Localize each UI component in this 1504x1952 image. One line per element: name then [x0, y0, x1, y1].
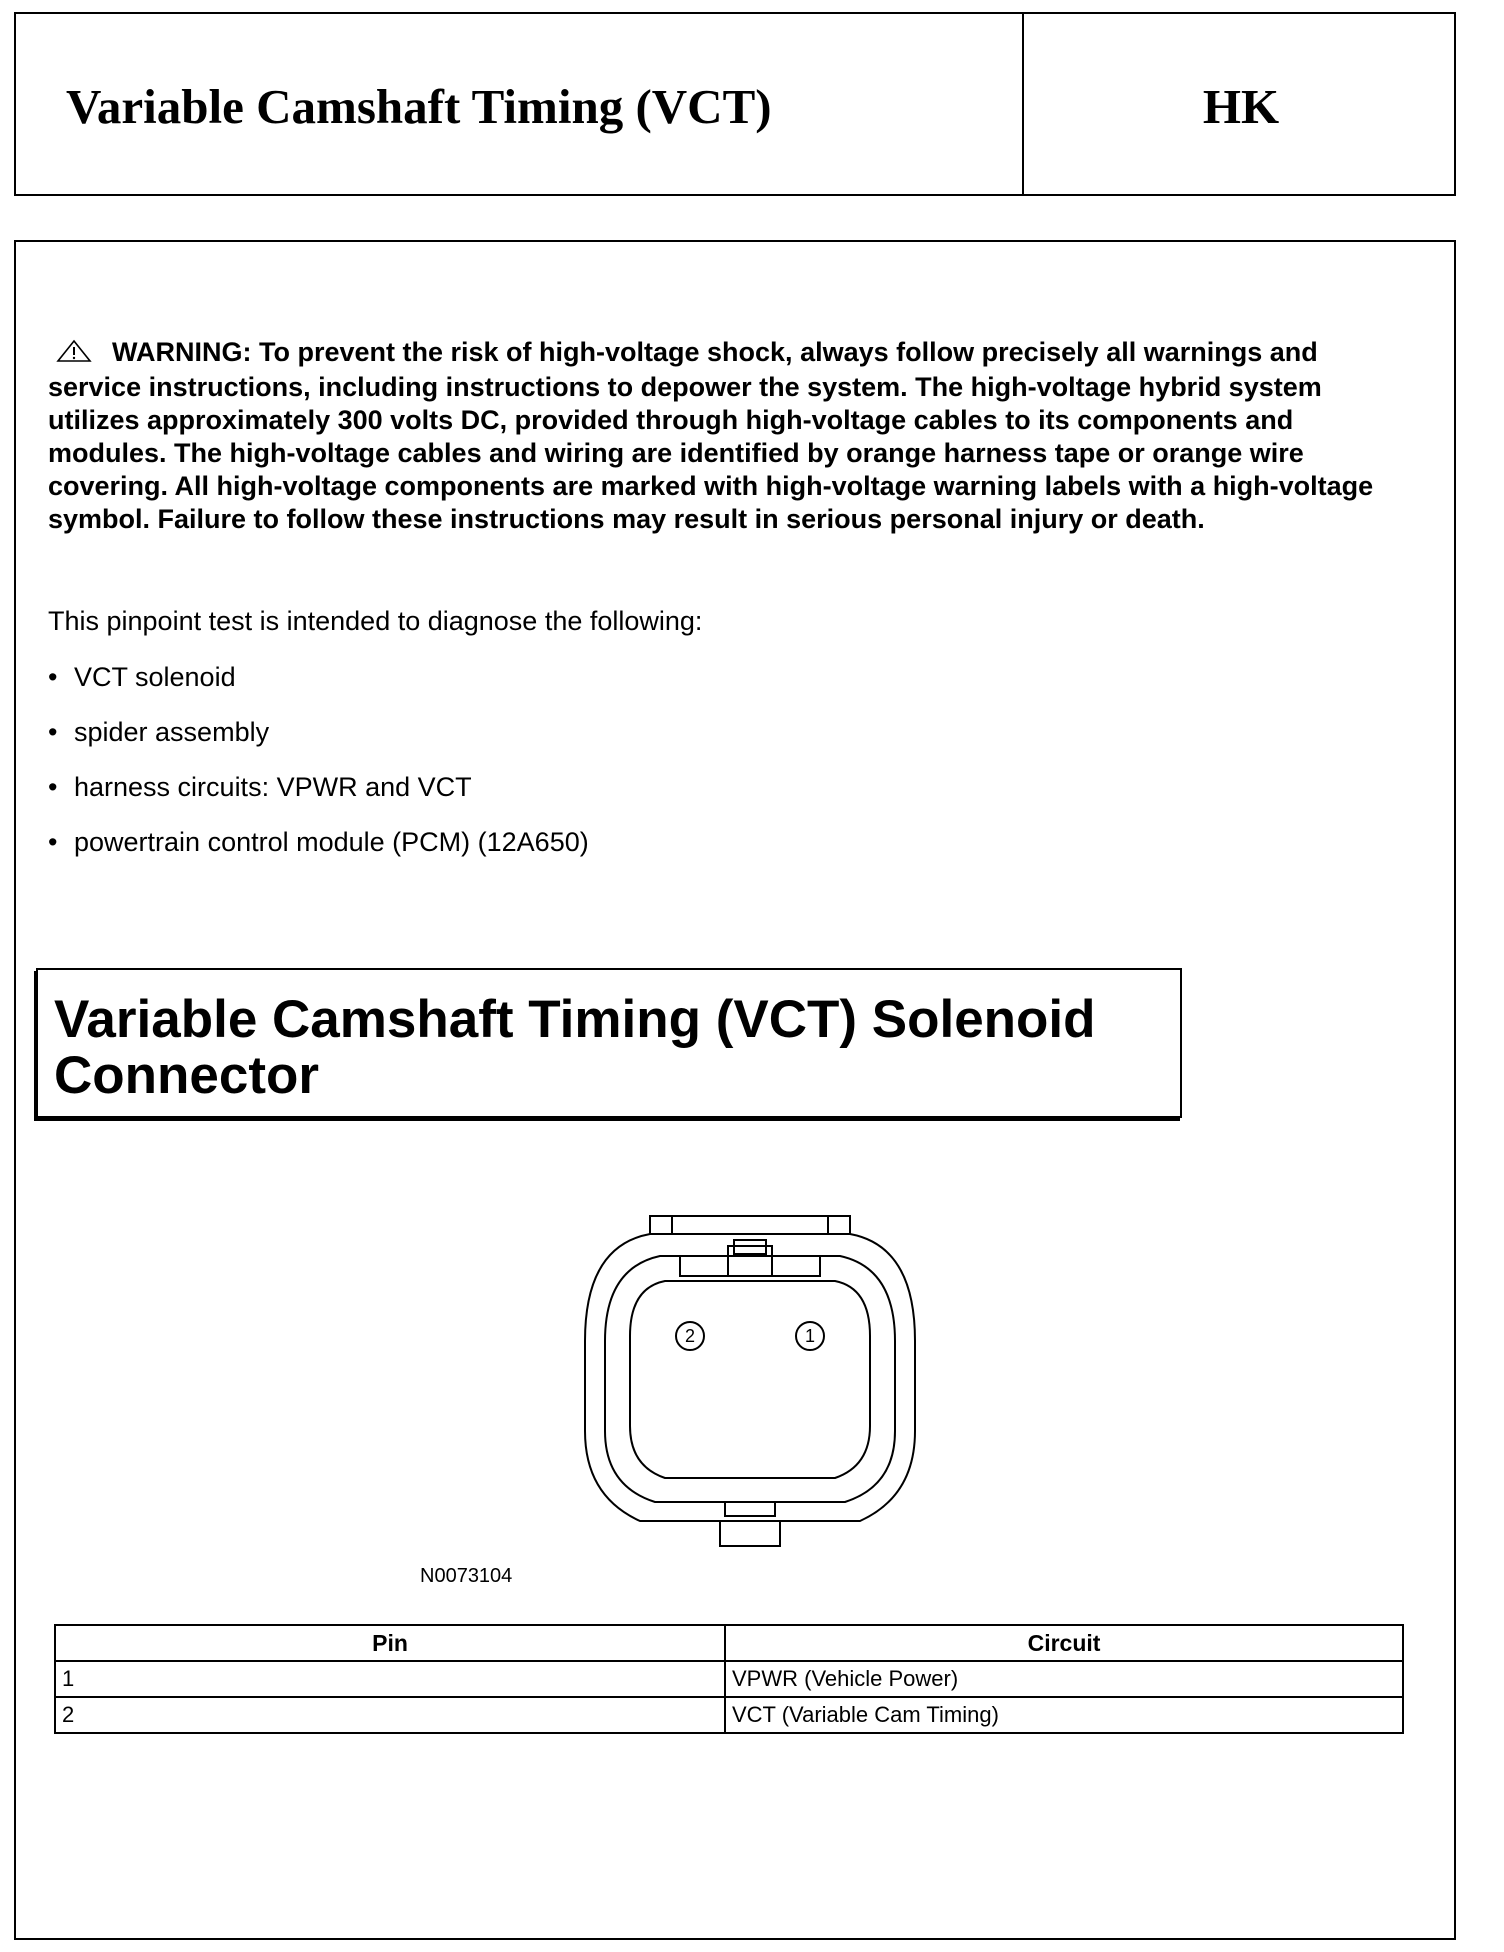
table-cell: VPWR (Vehicle Power) [725, 1661, 1403, 1697]
figure-id: N0073104 [420, 1565, 513, 1587]
warning-triangle-icon [56, 338, 92, 371]
list-item: • VCT solenoid [48, 662, 236, 692]
header-divider [1022, 14, 1024, 194]
list-item: • powertrain control module (PCM) (12A650) [48, 827, 589, 857]
column-header-circuit: Circuit [725, 1625, 1403, 1661]
table-row [55, 1697, 1403, 1733]
table-row [55, 1661, 1403, 1697]
list-item: • spider assembly [48, 717, 270, 747]
warning-text: WARNING: To prevent the risk of high-voltage shock, always follow precisely all warnings and service instructions, including instructions to depower the system. The high-voltage hybrid system utilizes approximately 300 volts DC, provided through high-voltage cables to its components and modules. The high-voltage cables and wiring are identified by orange harness tape or orange wire covering. All high-voltage components are marked with high-voltage warning labels with a high-voltage symbol. Failure to follow these instructions may result in serious personal injury or death. [48, 337, 1374, 534]
connector-diagram [570, 1196, 930, 1571]
column-header-pin: Pin [55, 1625, 725, 1661]
section-heading-box [36, 968, 1182, 1118]
diagnosis-list [48, 660, 589, 880]
list-item: • harness circuits: VPWR and VCT [48, 772, 472, 802]
section-code: HK [1202, 79, 1280, 134]
pin-2-label: 2 [684, 1326, 696, 1346]
connector-drawing [570, 1196, 930, 1566]
table-cell: VCT (Variable Cam Timing) [725, 1697, 1403, 1733]
warning-paragraph [48, 336, 1418, 536]
table-header-row [55, 1625, 1403, 1661]
pin-circuit-table [54, 1624, 1404, 1734]
table-cell: 1 [55, 1661, 725, 1697]
table-cell: 2 [55, 1697, 725, 1733]
header-box [14, 12, 1456, 196]
section-heading: Variable Camshaft Timing (VCT) Solenoid Connector [54, 990, 1096, 1105]
pin-1-label: 1 [804, 1326, 816, 1346]
page-title: Variable Camshaft Timing (VCT) [66, 79, 772, 134]
intro-text: This pinpoint test is intended to diagnose the following: [48, 606, 703, 636]
